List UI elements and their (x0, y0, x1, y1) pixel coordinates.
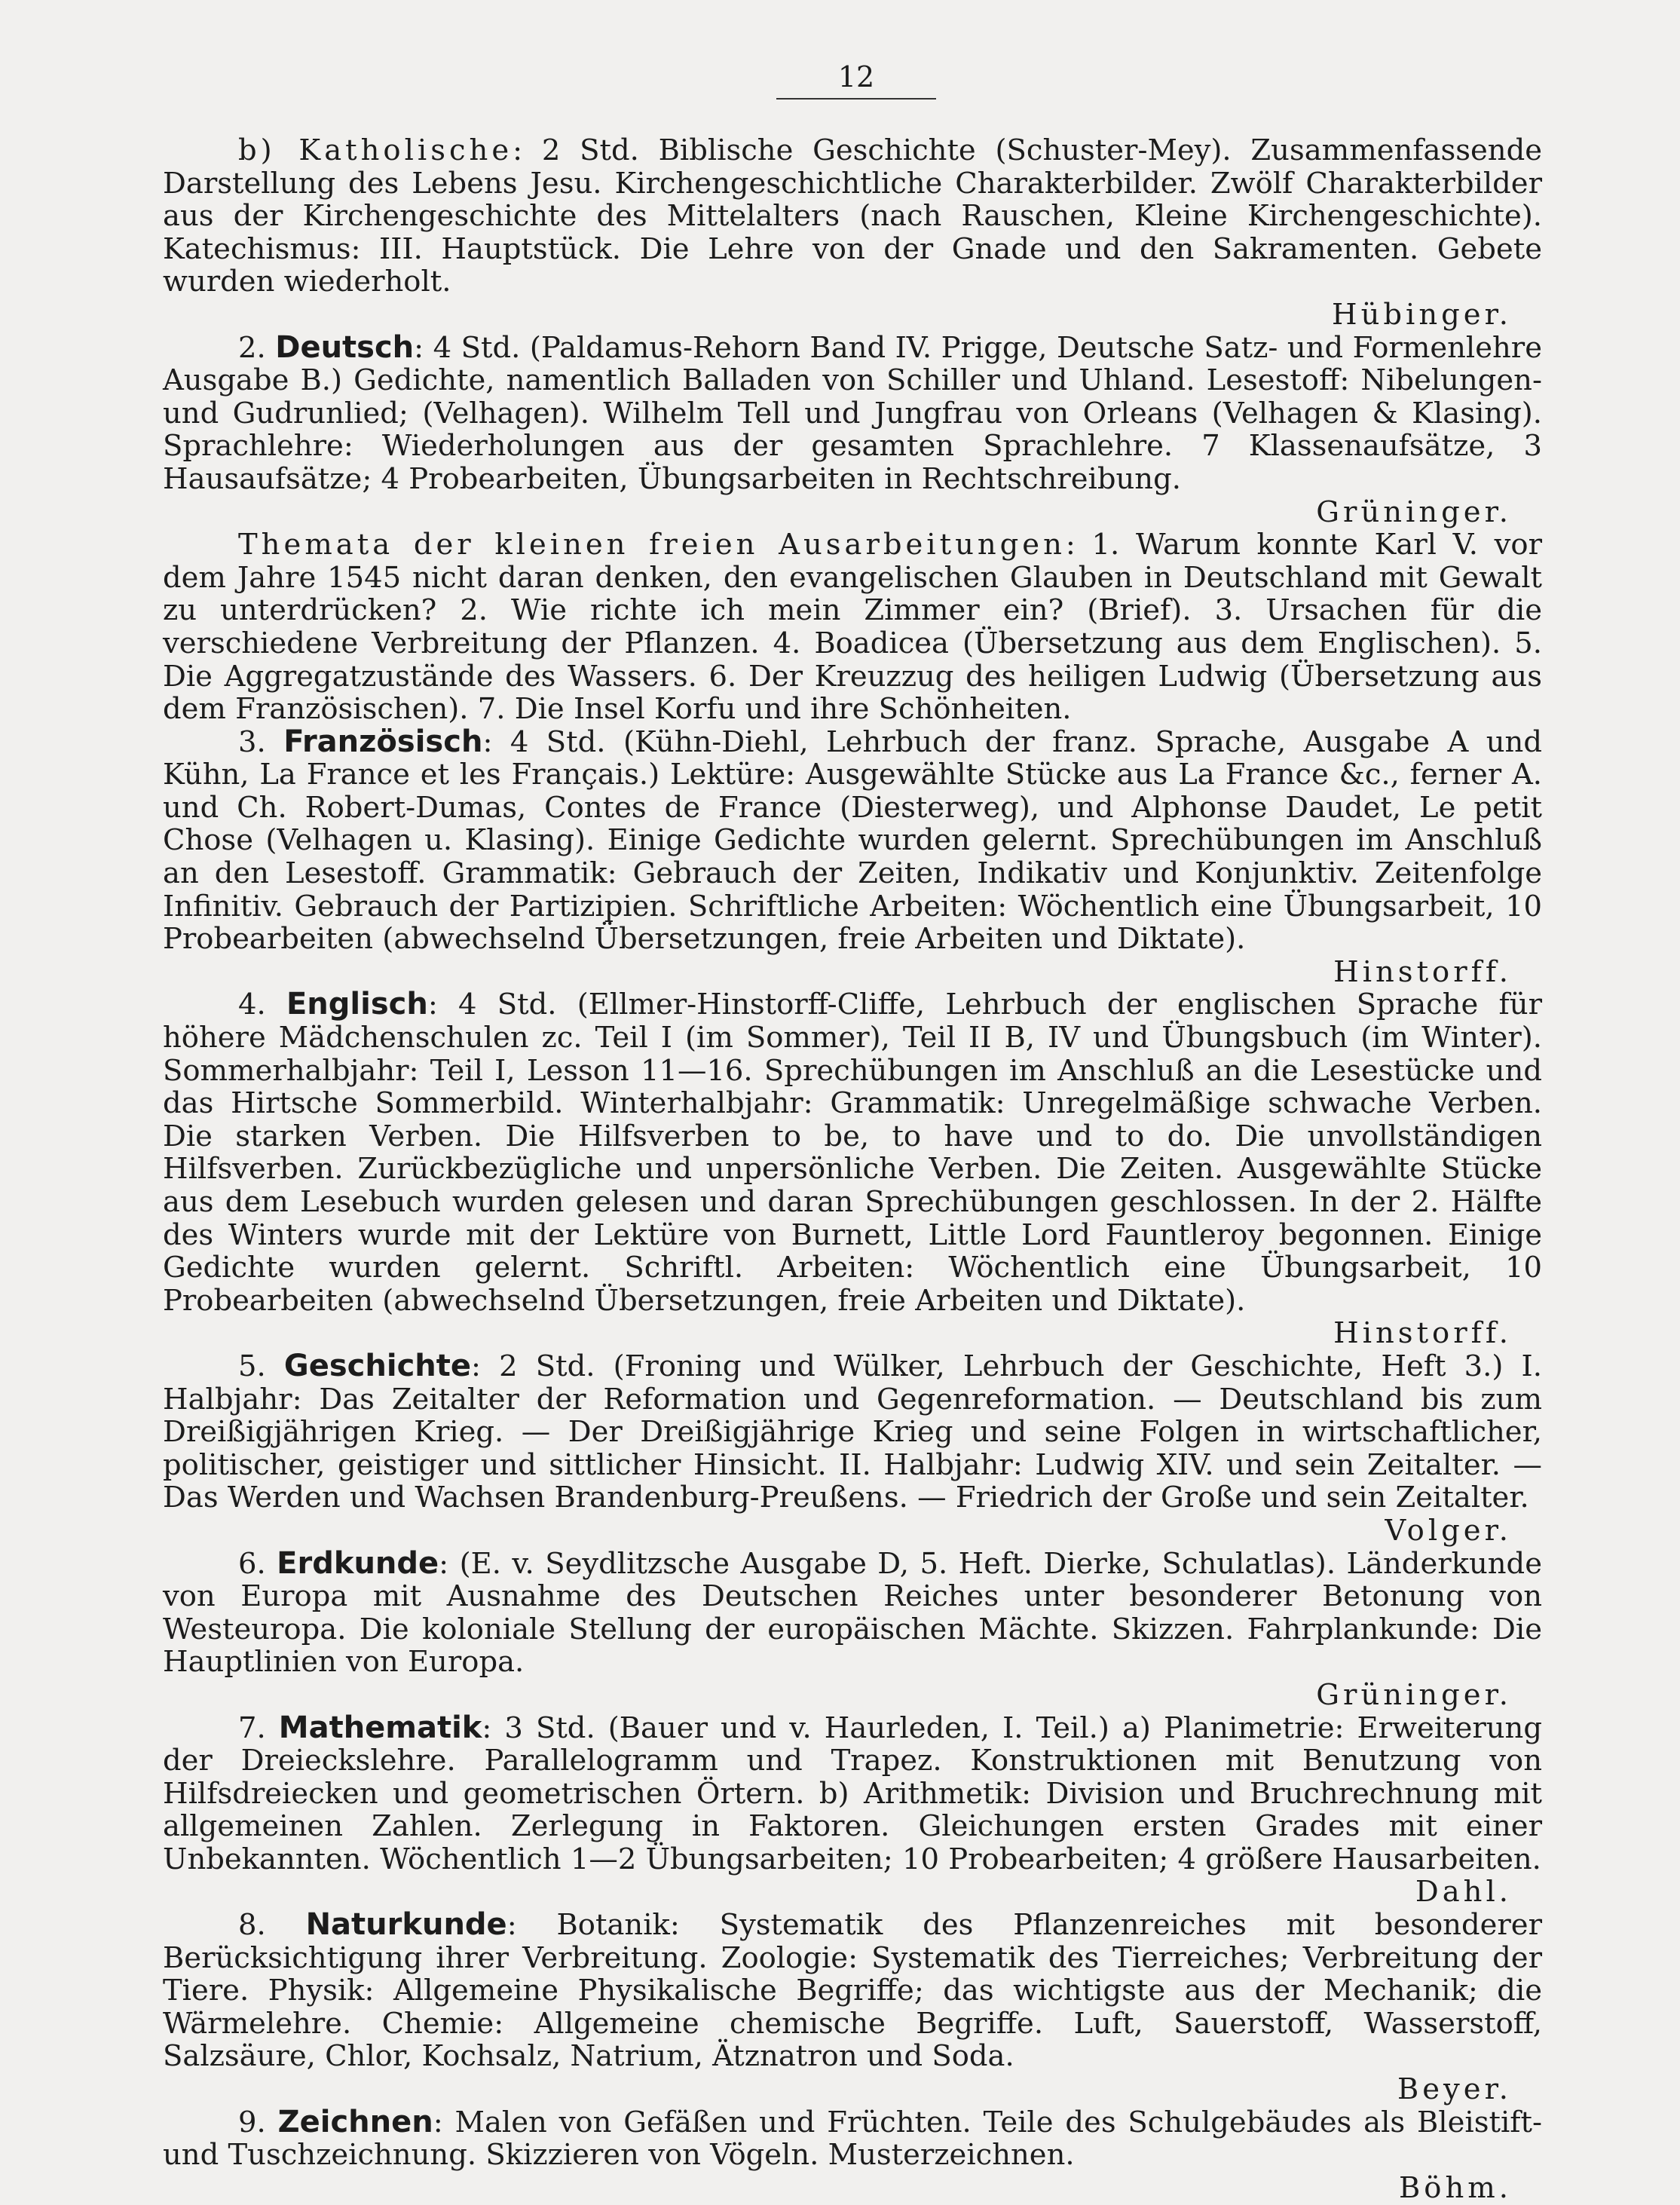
subject-title: Englisch (286, 987, 428, 1022)
section-text: : 4 Std. (Ellmer-Hinstorff-Cliffe, Lehrbuch der englischen Sprache für höhere Mädchenschulen zc. Teil I (im Sommer), Teil II B, IV und Übungsbuch (im Winter). Sommerhalbjahr: Teil I, Lesson 11—16. Sprechübungen im Anschluß an die Lesestücke und das Hirtsche Sommerbild. Winterhalbjahr: Grammatik: Unregelmäßige schwache Verben. Die starken Verben. Die Hilfsverben to be, to have und to do. Die unvollständigen Hilfsverben. Zurückbezügliche und unpersönliche Verben. Die Zeiten. Ausgewählte Stücke aus dem Lesebuch wurden gelesen und daran Sprechübungen geschlossen. In der 2. Hälfte des Winters wurde mit der Lektüre von Burnett, Little Lord Fauntleroy begonnen. Einige Gedichte wurden gelernt. Schriftl. Arbeiten: Wöchentlich eine Übungsarbeit, 10 Probearbeiten (abwechselnd Übersetzungen, freie Arbeiten und Diktate). (163, 988, 1542, 1318)
section-number: 6. (238, 1546, 266, 1581)
section-text: : Botanik: Systematik des Pflanzenreiches mit besonderer Berücksichtigung ihrer Verbreitung. Zoologie: Systematik des Tierreiches; Verbreitung der Tiere. Physik: Allgemeine Physikalische Begriffe; das wichtigste aus der Mechanik; die Wärmelehre. Chemie: Allgemeine chemische Begriffe. Luft, Sauerstoff, Wasserstoff, Salzsäure, Chlor, Kochsalz, Natrium, Ätznatron und Soda. (163, 1908, 1542, 2074)
section-zeichnen (163, 2106, 1542, 2205)
section-text: : 4 Std. (Kühn-Diehl, Lehrbuch der franz. Sprache, Ausgabe A und Kühn, La France et les Français.) Lektüre: Ausgewählte Stücke aus La France &c., ferner A. und Ch. Robert-Dumas, Contes de France (Diesterweg), und Alphonse Daudet, Le petit Chose (Velhagen u. Klasing). Einige Gedichte wurden gelernt. Sprechübungen im Anschluß an den Lesestoff. Grammatik: Gebrauch der Zeiten, Indikativ und Konjunktiv. Zeitenfolge Infinitiv. Gebrauch der Partizipien. Schriftliche Arbeiten: Wöchentlich eine Übungsarbeit, 10 Probearbeiten (abwechselnd Übersetzungen, freie Arbeiten und Diktate). (163, 724, 1542, 957)
section-text: : 3 Std. (Bauer und v. Haurleden, I. Teil.) a) Planimetrie: Erweiterung der Dreieckslehre. Parallelogramm und Trapez. Konstruktionen mit Benutzung von Hilfsdreiecken und geometrischen Örtern. b) Arithmetik: Division und Bruchrechnung mit allgemeinen Zahlen. Zerlegung in Faktoren. Gleichungen ersten Grades mit einer Unbekannten. Wöchentlich 1—2 Übungsarbeiten; 10 Probearbeiten; 4 größere Hausarbeiten. (163, 1710, 1542, 1876)
section-text: : 2 Std. Biblische Geschichte (Schuster-Mey). Zusammenfassende Darstellung des Lebens Jesu. Kirchengeschichtliche Charakterbilder. Zwölf Charakterbilder aus der Kirchengeschichte des Mittelalters (nach Rauschen, Kleine Kirchengeschichte). Katechismus: III. Hauptstück. Die Lehre von der Gnade und den Sakramenten. Gebete wurden wiederholt. (163, 133, 1543, 299)
section-themata (163, 528, 1542, 726)
section-mathematik (163, 1712, 1542, 1909)
teacher-name: Hinstorff. (1333, 1316, 1512, 1351)
teacher-name: Beyer. (1397, 2072, 1512, 2107)
section-deutsch (163, 329, 1542, 529)
subject-title: Erdkunde (277, 1545, 439, 1581)
subject-title: Mathematik (278, 1710, 482, 1745)
section-number: 9. (238, 2105, 266, 2139)
section-number: 2. (238, 330, 266, 365)
teacher-name: Dahl. (1415, 1875, 1512, 1909)
page-number: 12 (776, 59, 936, 100)
teacher-name: Grüninger. (1316, 495, 1512, 529)
subject-title: Französisch (283, 724, 483, 759)
section-intro: Themata der kleinen freien Ausarbeitungen (238, 528, 1066, 562)
section-text: : Malen von Gefäßen und Früchten. Teile des Schulgebäudes als Bleistift- und Tuschzeichnung. Skizzieren von Vögeln. Musterzeichnen. (163, 2105, 1542, 2173)
section-katholisch (163, 134, 1542, 332)
subject-title: Geschichte (283, 1348, 472, 1383)
section-number: 5. (238, 1349, 266, 1383)
section-number: 4. (238, 988, 266, 1022)
section-geschichte (163, 1350, 1542, 1548)
section-franzoesisch (163, 726, 1542, 989)
teacher-name: Volger. (1385, 1513, 1512, 1548)
section-intro: b) Katholische (238, 133, 513, 167)
teacher-name: Hinstorff. (1333, 954, 1512, 989)
teacher-name: Grüninger. (1316, 1677, 1512, 1712)
section-text: : 2 Std. (Froning und Wülker, Lehrbuch der Geschichte, Heft 3.) I. Halbjahr: Das Zeitalter der Reformation und Gegenreformation. — Deutschland bis zum Dreißigjährigen Krieg. — Der Dreißigjährige Krieg und seine Folgen in wirtschaftlicher, politischer, geistiger und sittlicher Hinsicht. II. Halbjahr: Ludwig XIV. und sein Zeitalter. — Das Werden und Wachsen Brandenburg-Preußens. — Friedrich der Große und sein Zeitalter. (163, 1349, 1542, 1515)
section-text: : (E. v. Seydlitzsche Ausgabe D, 5. Heft. Dierke, Schulatlas). Länderkunde von Europa mit Ausnahme des Deutschen Reiches unter besonderer Betonung von Westeuropa. Die koloniale Stellung der europäischen Mächte. Skizzen. Fahrplankunde: Die Hauptlinien von Europa. (163, 1546, 1542, 1680)
section-erdkunde (163, 1545, 1542, 1712)
teacher-name: Hübinger. (1332, 297, 1512, 332)
section-englisch (163, 988, 1542, 1350)
section-number: 3. (238, 724, 266, 759)
teacher-name: Böhm. (1398, 2170, 1512, 2205)
section-number: 8. (238, 1908, 266, 1943)
body-text (163, 134, 1542, 2204)
section-text: : 4 Std. (Paldamus-Rehorn Band IV. Prigge, Deutsche Satz- und Formenlehre Ausgabe B.) Gedichte, namentlich Balladen von Schiller und Uhland. Lesestoff: Nibelungen- und Gudrunlied; (Velhagen). Wilhelm Tell und Jungfrau von Orleans (Velhagen & Klasing). Sprachlehre: Wiederholungen aus der gesamten Sprachlehre. 7 Klassenaufsätze, 3 Hausaufsätze; 4 Probearbeiten, Übungsarbeiten in Rechtschreibung. (163, 330, 1542, 496)
subject-title: Zeichnen (277, 2104, 433, 2139)
subject-title: Deutsch (275, 329, 415, 365)
section-number: 7. (238, 1710, 266, 1745)
section-naturkunde (163, 1909, 1542, 2106)
section-text: : 1. Warum konnte Karl V. vor dem Jahre 1545 nicht daran denken, den evangelischen Glauben in Deutschland mit Gewalt zu unterdrücken? 2. Wie richte ich mein Zimmer ein? (Brief). 3. Ursachen für die verschiedene Verbreitung der Pflanzen. 4. Boadicea (Übersetzung aus dem Englischen). 5. Die Aggregatzustände des Wassers. 6. Der Kreuzzug des heiligen Ludwig (Übersetzung aus dem Französischen). 7. Die Insel Korfu und ihre Schönheiten. (163, 528, 1542, 727)
subject-title: Naturkunde (305, 1907, 507, 1943)
